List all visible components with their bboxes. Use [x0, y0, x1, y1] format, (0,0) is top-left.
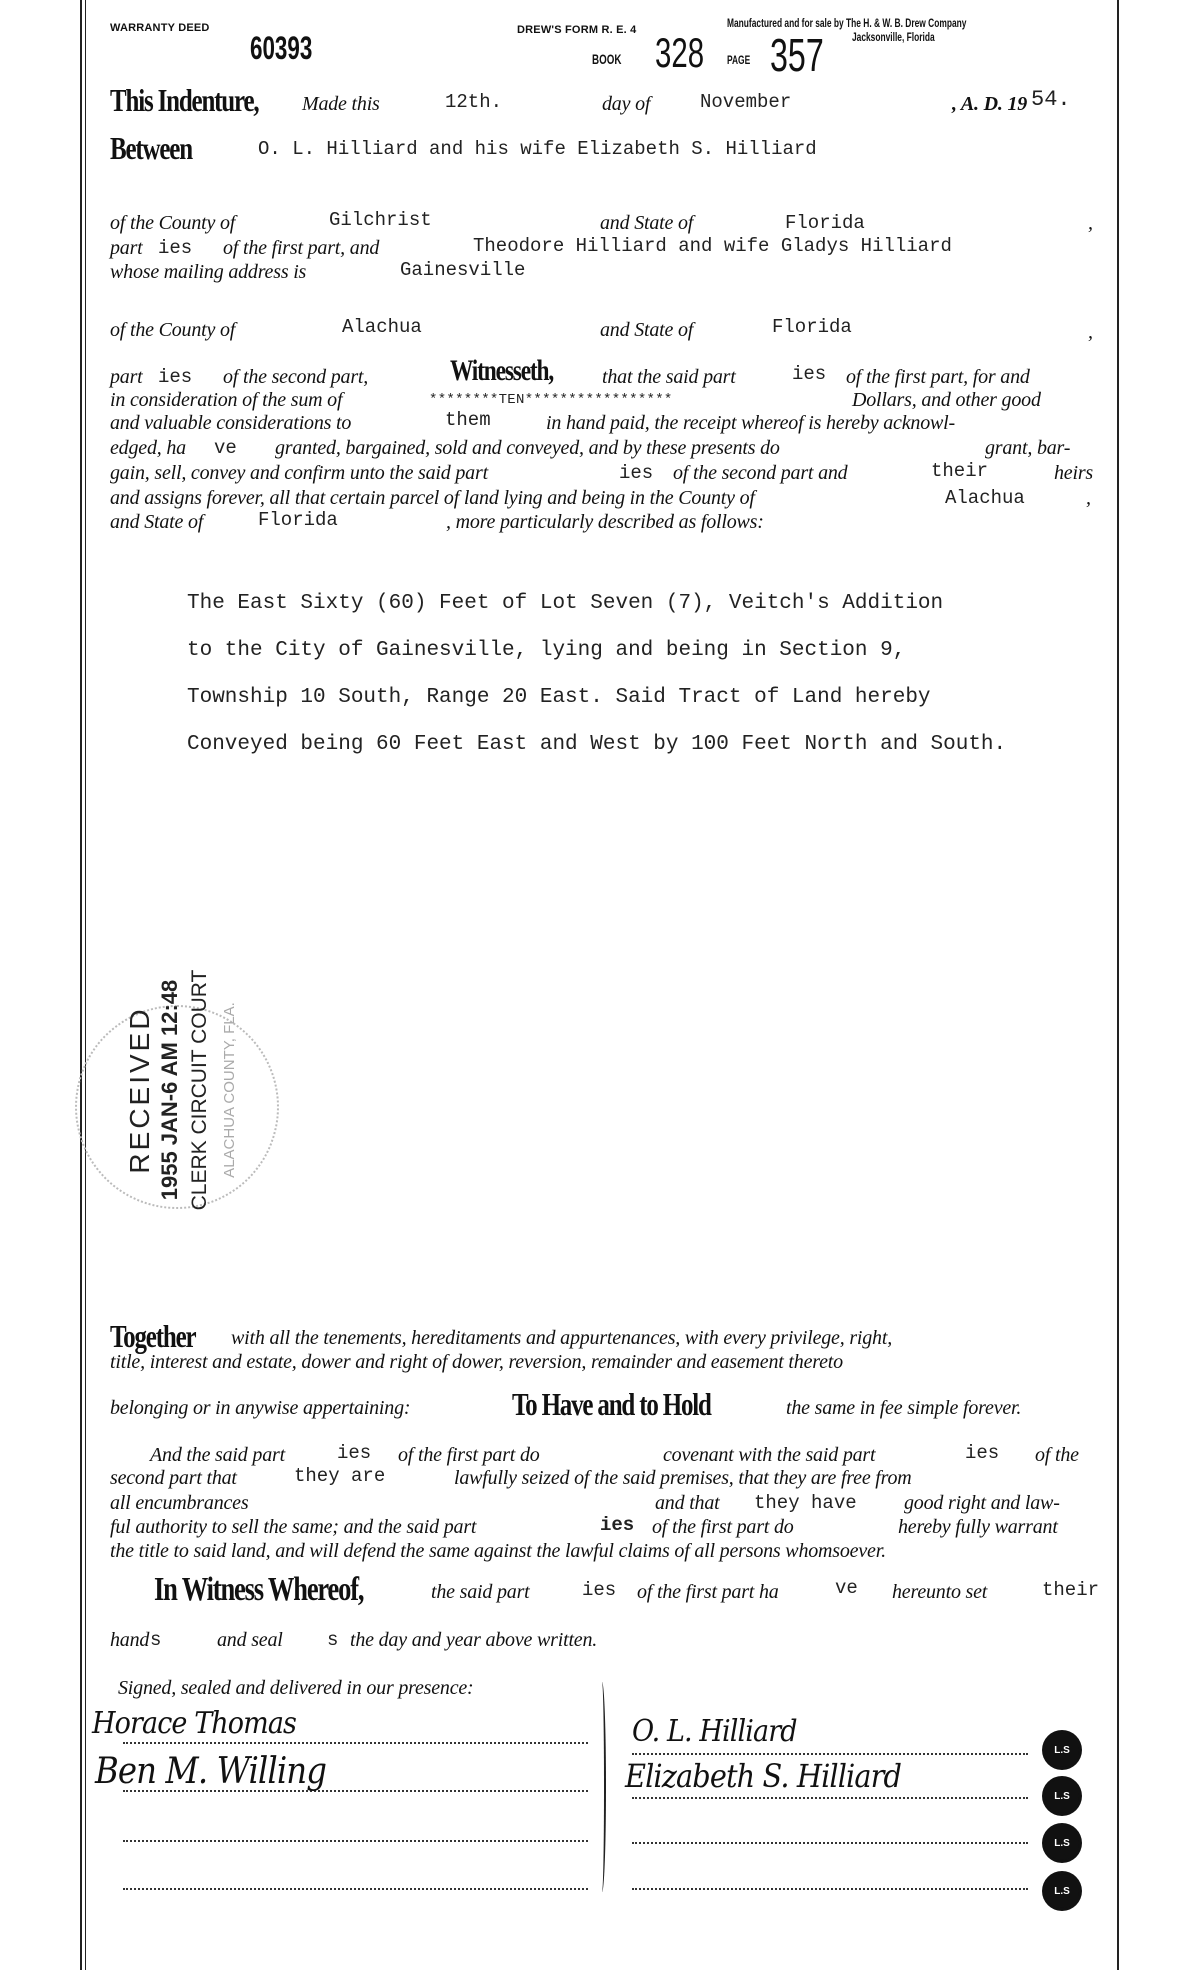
page-number: 357 [770, 29, 824, 81]
anno-domini-label: , A. D. 19 [952, 93, 1028, 115]
day-of-label: day of [602, 93, 651, 115]
description-line: The East Sixty (60) Feet of Lot Seven (7), Veitch's Addition [187, 592, 944, 615]
s-suffix-2: s [327, 1629, 339, 1651]
granted-label: granted, bargained, sold and conveyed, and by these presents do [275, 437, 780, 459]
comma: , [1088, 212, 1093, 234]
first-part-ha-label: of the first part ha [637, 1581, 779, 1603]
assigns-label: and assigns forever, all that certain parcel of land lying and being in the County of [110, 487, 755, 509]
made-this-label: Made this [302, 93, 380, 115]
page-label: PAGE [727, 53, 751, 67]
them-value: them [445, 409, 491, 431]
and-seal-label: and seal [217, 1629, 283, 1651]
land-county-value: Alachua [945, 487, 1025, 509]
ies-suffix: ies [158, 237, 193, 259]
said-part-label: the said part [431, 1581, 530, 1603]
in-witness-heading: In Witness Whereof, [154, 1571, 364, 1608]
book-label: BOOK [592, 51, 622, 67]
second-part-label: of the second part, [223, 366, 369, 388]
grantor-state: Florida [785, 212, 865, 234]
grant-bar-label: grant, bar- [985, 437, 1071, 459]
form-name: DREW'S FORM R. E. 4 [517, 24, 637, 36]
stamp-date: 1955 JAN-6 AM 12:48 [157, 979, 182, 1201]
right-border [1117, 0, 1119, 1970]
ls-seal: L.S [1045, 1733, 1079, 1767]
of-the-label: of the [1035, 1444, 1079, 1466]
description-line: Township 10 South, Range 20 East. Said Tract of Land hereby [187, 686, 931, 709]
first-part-and-label: of the first part, and [223, 237, 380, 259]
ve-suffix-2: ve [835, 1577, 858, 1599]
s-suffix-1: s [150, 1629, 162, 1651]
habendum-heading: To Have and to Hold [512, 1386, 711, 1422]
witnesseth-heading: Witnesseth, [450, 354, 554, 387]
second-part-and-label: of the second part and [673, 462, 848, 484]
lawfully-label: lawfully seized of the said premises, that they are free from [454, 1467, 912, 1489]
second-part-that-label: second part that [110, 1467, 237, 1489]
mailing-address-value: Gainesville [400, 259, 526, 281]
document-number: 60393 [250, 30, 313, 66]
grantees-names: Theodore Hilliard and wife Gladys Hilliard [473, 235, 952, 257]
together-line-1: with all the tenements, hereditaments and appurtenances, with every privilege, right, [231, 1327, 893, 1349]
publisher-line-2: Jacksonville, Florida [852, 30, 935, 44]
and-that-label: and that [655, 1492, 720, 1514]
first-part-for-and-label: of the first part, for and [846, 366, 1030, 388]
belonging-label: belonging or in anywise appertaining: [110, 1397, 411, 1419]
part-label: part [110, 237, 143, 259]
month-value: November [700, 91, 792, 113]
dollars-label: Dollars, and other good [852, 389, 1041, 411]
ls-seal: L.S [1045, 1874, 1079, 1908]
between-heading: Between [110, 130, 192, 166]
stamp-clerk: CLERK CIRCUIT COURT [188, 969, 211, 1211]
they-are-value: they are [294, 1465, 386, 1487]
year-value: 54. [1031, 87, 1071, 112]
state-label-2: and State of [600, 319, 694, 341]
their-value-2: their [1042, 1579, 1100, 1601]
ls-seal: L.S [1045, 1779, 1079, 1813]
form-title: WARRANTY DEED [110, 22, 210, 34]
fee-simple-label: the same in fee simple forever. [786, 1397, 1022, 1419]
hereunto-label: hereunto set [892, 1581, 988, 1603]
day-year-label: the day and year above written. [350, 1629, 598, 1651]
consideration-label: in consideration of the sum of [110, 389, 343, 411]
gain-label: gain, sell, convey and confirm unto the said part [110, 462, 488, 484]
ies-suffix-8: ies [582, 1579, 617, 1601]
state-label-3: and State of [110, 511, 204, 533]
ies-suffix-2: ies [158, 366, 193, 388]
grantor-signature-line [632, 1753, 1028, 1755]
part-label-2: part [110, 366, 143, 388]
covenant-with-label: covenant with the said part [663, 1444, 876, 1466]
witness-signature: Ben M. Willing [95, 1751, 327, 1792]
comma-2: , [1088, 321, 1093, 343]
witness-signature: Horace Thomas [92, 1706, 297, 1741]
comma-3: , [1086, 487, 1091, 509]
together-heading: Together [110, 1318, 196, 1354]
signed-sealed-label: Signed, sealed and delivered in our presence: [118, 1677, 474, 1699]
ies-suffix-5: ies [337, 1442, 372, 1464]
grantor-signature: Elizabeth S. Hilliard [625, 1757, 901, 1795]
county-label-2: of the County of [110, 319, 236, 341]
day-value: 12th. [445, 91, 503, 113]
mailing-address-label: whose mailing address is [110, 261, 307, 283]
signature-bracket [596, 1682, 606, 1892]
hand-label: hand [110, 1629, 150, 1651]
description-line: to the City of Gainesville, lying and being in Section 9, [187, 639, 906, 662]
consideration-sum: ********TEN***************** [429, 392, 673, 408]
witness-signature-line [123, 1840, 588, 1842]
grantee-state: Florida [772, 316, 852, 338]
ve-suffix: ve [214, 437, 237, 459]
together-line-2: title, interest and estate, dower and right of dower, reversion, remainder and easement thereto [110, 1351, 843, 1373]
state-label: and State of [600, 212, 694, 234]
first-part-do-label: of the first part do [398, 1444, 540, 1466]
description-line: Conveyed being 60 Feet East and West by 100 Feet North and South. [187, 733, 1007, 756]
defend-label: the title to said land, and will defend the same against the lawful claims of all persons whomsoever. [110, 1540, 886, 1562]
land-state-value: Florida [258, 509, 338, 531]
ies-suffix-7: ies [600, 1514, 635, 1536]
covenant-label: And the said part [150, 1444, 285, 1466]
witness-signature-line [123, 1888, 588, 1890]
left-border [80, 0, 86, 1970]
witness-signature-line [123, 1742, 588, 1744]
encumbrances-label: all encumbrances [110, 1492, 249, 1514]
ies-suffix-6: ies [965, 1442, 1000, 1464]
first-part-do-label-2: of the first part do [652, 1516, 794, 1538]
stamp-received: RECEIVED [124, 1006, 155, 1174]
their-value: their [931, 460, 989, 482]
in-hand-label: in hand paid, the receipt whereof is hereby acknowl- [546, 412, 955, 434]
grantor-signature-line [632, 1888, 1028, 1890]
grantor-signature: O. L. Hilliard [632, 1714, 797, 1749]
described-label: , more particularly described as follows: [446, 511, 764, 533]
county-label: of the County of [110, 212, 236, 234]
that-said-part-label: that the said part [602, 366, 736, 388]
good-right-label: good right and law- [904, 1492, 1060, 1514]
book-number: 328 [655, 29, 705, 76]
indenture-heading: This Indenture, [110, 82, 259, 118]
ies-suffix-4: ies [619, 462, 654, 484]
grantors-names: O. L. Hilliard and his wife Elizabeth S. Hilliard [258, 138, 817, 160]
heirs-label: heirs [1054, 462, 1094, 484]
authority-label: ful authority to sell the same; and the said part [110, 1516, 477, 1538]
warrant-label: hereby fully warrant [898, 1516, 1058, 1538]
valuable-label: and valuable considerations to [110, 412, 352, 434]
grantor-signature-line [632, 1842, 1028, 1844]
ies-suffix-3: ies [792, 363, 827, 385]
received-stamp [125, 965, 265, 1215]
ls-seal: L.S [1045, 1826, 1079, 1860]
grantor-county: Gilchrist [329, 209, 432, 231]
grantor-signature-line [632, 1797, 1028, 1799]
they-have-value: they have [754, 1492, 857, 1514]
grantee-county: Alachua [342, 316, 422, 338]
publisher-line-1: Manufactured and for sale by The H. & W. B. Drew Company [727, 16, 967, 30]
edged-label: edged, ha [110, 437, 186, 459]
stamp-county: ALACHUA COUNTY, FLA. [221, 1002, 238, 1178]
